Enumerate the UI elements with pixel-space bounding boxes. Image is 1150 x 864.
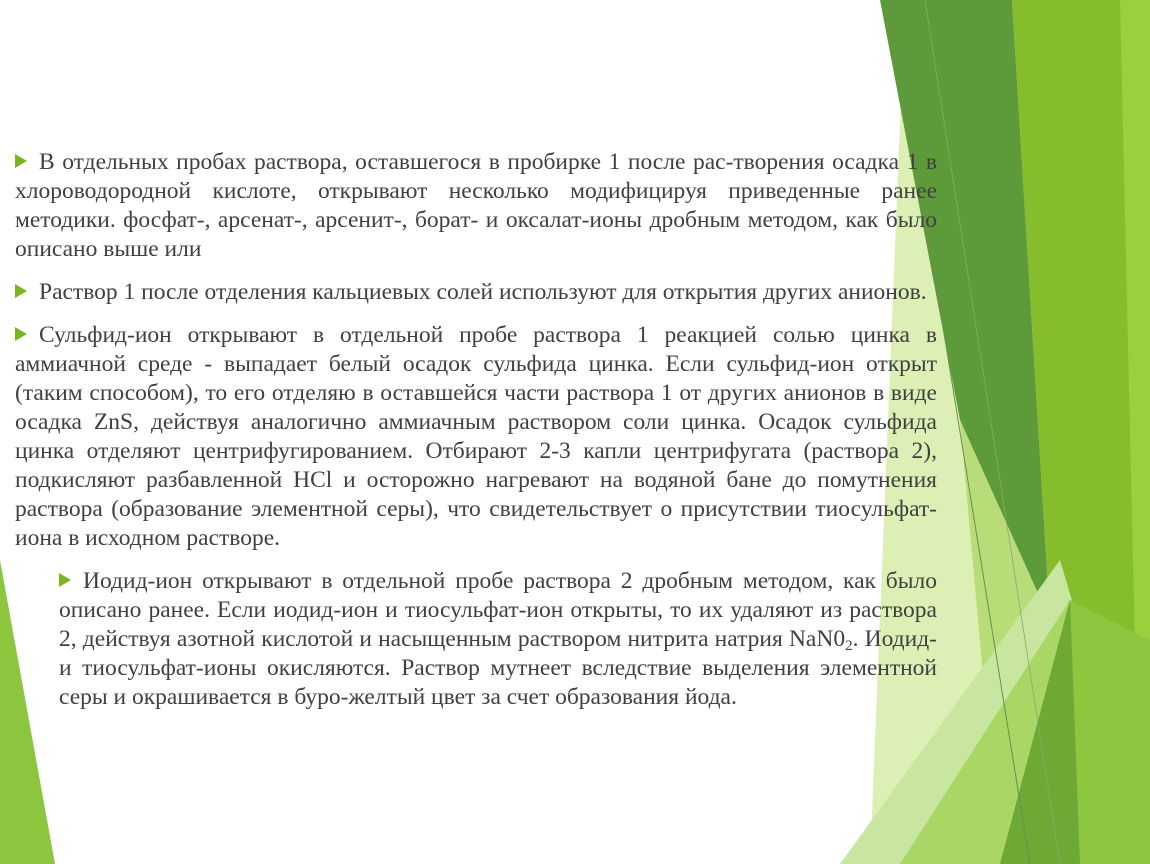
triangle-bullet-icon	[59, 573, 71, 587]
subscript-2: 2	[845, 638, 853, 654]
slide-content	[15, 148, 937, 726]
paragraph-2	[15, 278, 937, 307]
paragraph-4-text-before: Иодид-ион открывают в отдельной пробе раствора 2 дробным методом, как было описано ранее. Если иодид-ион и тиосульфат-ион открыты, то их удаляют из раствора 2, действуя азотной кислотой и насыщенным раствором нитрита натрия NaN0	[59, 568, 937, 652]
lower-fan-bright	[1070, 600, 1150, 864]
paragraph-2-text: Раствор 1 после отделения кальциевых солей используют для открытия других анионов.	[39, 279, 927, 305]
paragraph-3-text: Сульфид-ион открывают в отдельной пробе раствора 1 реакцией солью цинка в аммиачной среде - выпадает белый осадок сульфида цинка. Если сульфид-ион открыт (таким способом), то его отделяю в оставшейся части раствора 1 от других анионов в виде осадка ZnS, действуя аналогично аммиачным раствором соли цинка. Осадок сульфида цинка отделяют центрифугированием. Отбирают 2-3 капли центрифугата (раствора 2), подкисляют разбавленной НСl и осторожно нагревают на водяной бане до помутнения раствора (образование элементной серы), что свидетельствует о присутствии тиосульфат-иона в исходном растворе.	[15, 322, 937, 551]
triangle-bullet-icon	[15, 327, 27, 341]
triangle-bullet-icon	[15, 284, 27, 298]
paragraph-1	[15, 148, 937, 264]
paragraph-4	[59, 567, 937, 712]
paragraph-4-text-after: . Иодид- и тиосульфат-ионы окисляются. Раствор мутнеет вследствие выделения элементной серы и окрашивается в буро-желтый цвет за счет образования йода.	[59, 626, 937, 710]
triangle-bullet-icon	[15, 154, 27, 168]
paragraph-3	[15, 321, 937, 553]
paragraph-1-text: В отдельных пробах раствора, оставшегося в пробирке 1 после рас-творения осадка 1 в хлороводородной кислоте, открывают несколько модифицируя приведенные ранее методики. фосфат-, арсенат-, арсенит-, борат- и оксалат-ионы дробным методом, как было описано выше или	[15, 149, 937, 262]
